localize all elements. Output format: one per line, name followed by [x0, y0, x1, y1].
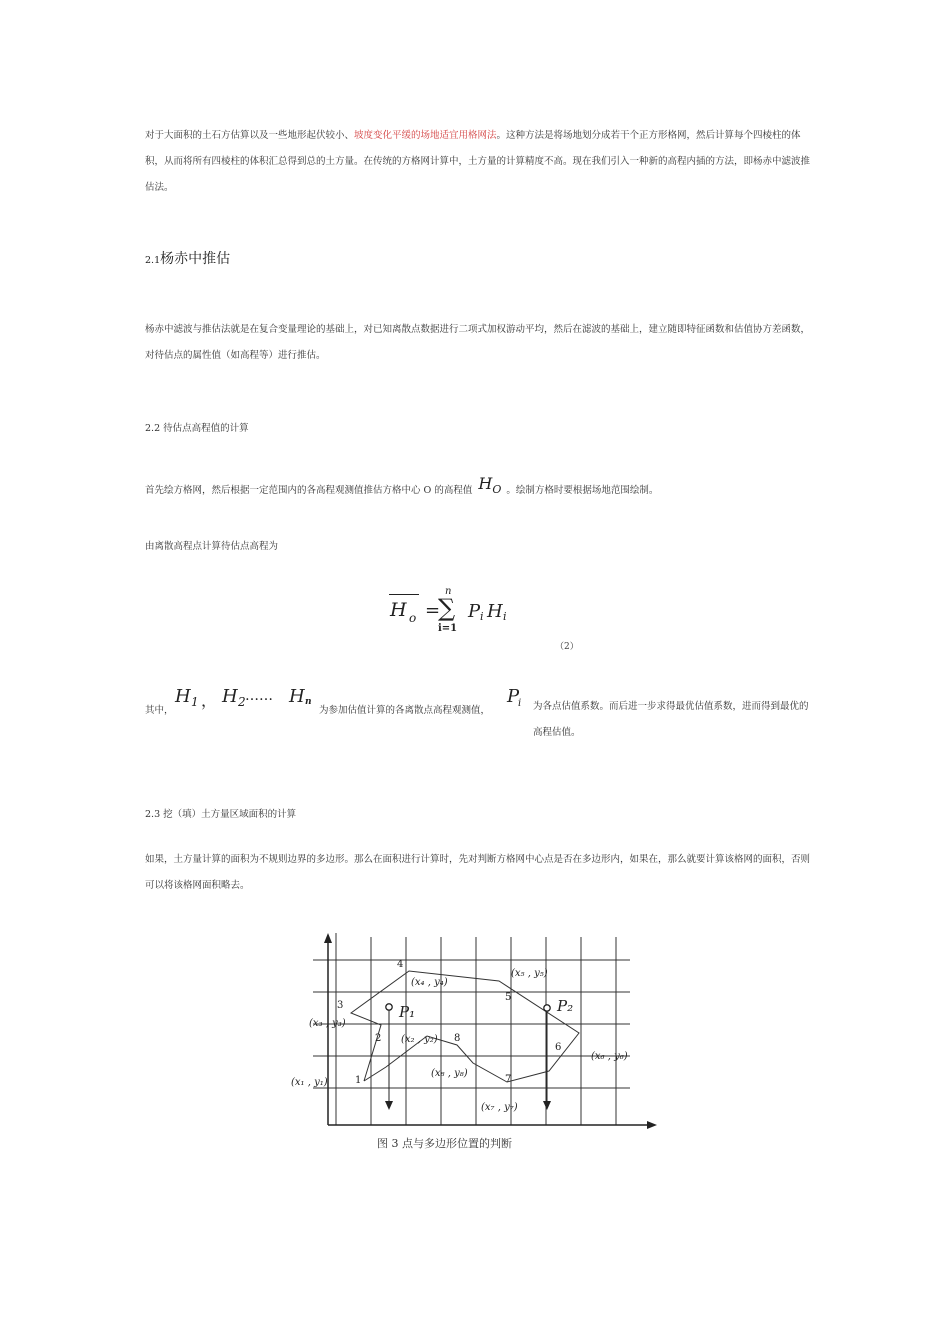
formula-term-h-index: i: [503, 610, 507, 623]
ho-letter: H: [478, 474, 493, 493]
formula-number: （2）: [555, 642, 579, 652]
intro-text-start: 对于大面积的土石方估算以及一些地形起伏较小、: [145, 130, 355, 141]
intro-paragraph: [145, 123, 810, 201]
vertex-8-label: 8: [454, 1033, 461, 1044]
sum-upper-limit: n: [445, 586, 452, 597]
coord-2-label: (x₂ , y₂): [401, 1034, 438, 1045]
formula-term-p-index: i: [480, 610, 484, 623]
formula-term-h: H: [487, 601, 503, 622]
grid-center-text-start: 首先绘方格网，然后根据一定范围内的各高程观测值推估方格中心 O 的高程值: [145, 485, 473, 496]
ho-subscript: O: [492, 483, 502, 496]
section-heading-2-3: 2.3 挖（填）土方量区域面积的计算: [145, 809, 297, 820]
weighted-sum-formula: [385, 586, 535, 640]
coord-1-label: (x₁ , y₁): [291, 1077, 328, 1088]
section-heading-2-2: 2.2 待估点高程值的计算: [145, 423, 249, 434]
h-separator: ，: [201, 691, 218, 710]
coord-5-label: (x₅ , y₅): [511, 968, 548, 979]
hn-symbol: H: [289, 686, 305, 707]
h2-symbol: H: [222, 686, 238, 707]
coord-7-label: (x₇ , y₇): [481, 1102, 518, 1113]
figure-caption: 图 3 点与多边形位置的判断: [377, 1137, 512, 1150]
hn-subscript: n: [305, 697, 312, 707]
sum-lower-limit: i=1: [438, 623, 458, 634]
formula-lhs: H: [390, 599, 407, 621]
vertex-1-label: 1: [355, 1075, 362, 1086]
coefficients-text-end: 为各点估值系数。而后进一步求得最优估值系数，进而得到最优的高程估值。: [533, 701, 809, 738]
h1-symbol: H: [175, 686, 191, 707]
grid-lines: [313, 933, 630, 1125]
pi-symbol: P: [507, 686, 520, 707]
vertex-2-label: 2: [375, 1033, 382, 1044]
vertex-4-label: 4: [397, 959, 404, 970]
p1-label: P₁: [399, 1003, 416, 1021]
grid-method-link[interactable]: 坡度变化平缓的场地适宜用格网法: [354, 130, 497, 141]
vertex-6-label: 6: [555, 1042, 562, 1053]
filter-method-paragraph: 杨赤中滤波与推估法就是在复合变量理论的基础上，对已知离散点数据进行二项式加权游动平均，然后在滤波的基础上，建立随即特征函数和估值协方差函数，对待估点的属性值（如高程等）进行推估。: [145, 324, 811, 361]
coefficients-text-middle: 为参加估值计算的各离散点高程观测值，: [319, 705, 491, 716]
coefficients-text-start: 其中，: [145, 705, 174, 716]
p1-ray-arrow: [385, 1101, 393, 1110]
p2-ray-arrow: [543, 1101, 551, 1110]
equals-sign: =: [425, 600, 441, 621]
p2-label: P₂: [557, 997, 574, 1015]
point-p2-marker: [544, 1005, 550, 1011]
grid-center-text-end: 。绘制方格时要根据场地范围绘制。: [506, 485, 659, 496]
pi-subscript: i: [518, 698, 522, 709]
irregular-polygon: [351, 971, 579, 1082]
grid-center-paragraph: [145, 474, 810, 504]
sum-symbol: ∑: [438, 594, 456, 622]
intro-text-end: 。这种方法是将场地划分成若干个正方形格网，然后计算每个四棱柱的体积，从而将所有四棱柱的体积汇总得到总的土方量。在传统的方格网计算中，土方量的计算精度不高。现在我们引入一种新的高程内插的方法，即杨赤中滤波推估法。: [145, 130, 811, 193]
coord-4-label: (x₄ , y₄): [411, 977, 448, 988]
y-axis-arrow: [324, 933, 332, 943]
point-polygon-figure: [285, 925, 675, 1157]
ho-symbol: [472, 474, 506, 496]
coord-3-label: (x₃ , y₃): [309, 1018, 346, 1029]
vertex-7-label: 7: [505, 1074, 512, 1085]
vertex-3-label: 3: [337, 1000, 344, 1011]
formula-lhs-subscript: o: [409, 611, 417, 625]
section-number: 2.1: [145, 255, 161, 266]
ellipsis: ……: [245, 688, 273, 704]
point-p1-marker: [386, 1004, 392, 1010]
vertex-5-label: 5: [505, 992, 512, 1003]
overline: [389, 594, 419, 595]
formula-term-p: P: [468, 601, 481, 622]
coord-6-label: (x₆ , y₆): [591, 1051, 628, 1062]
coord-8-label: (x₈ , y₈): [431, 1068, 468, 1079]
h1-subscript: 1: [191, 695, 199, 709]
section-heading-2-1: [145, 248, 230, 268]
x-axis-arrow: [647, 1121, 657, 1129]
polygon-area-paragraph: 如果，土方量计算的面积为不规则边界的多边形。那么在面积进行计算时，先对判断方格网中心点是否在多边形内，如果在，那么就要计算该格网的面积，否则可以将该格网面积略去。: [145, 854, 811, 891]
section-title: 杨赤中推估: [160, 251, 231, 267]
discrete-points-paragraph: 由离散高程点计算待估点高程为: [145, 541, 279, 552]
h2-subscript: 2: [238, 695, 246, 709]
